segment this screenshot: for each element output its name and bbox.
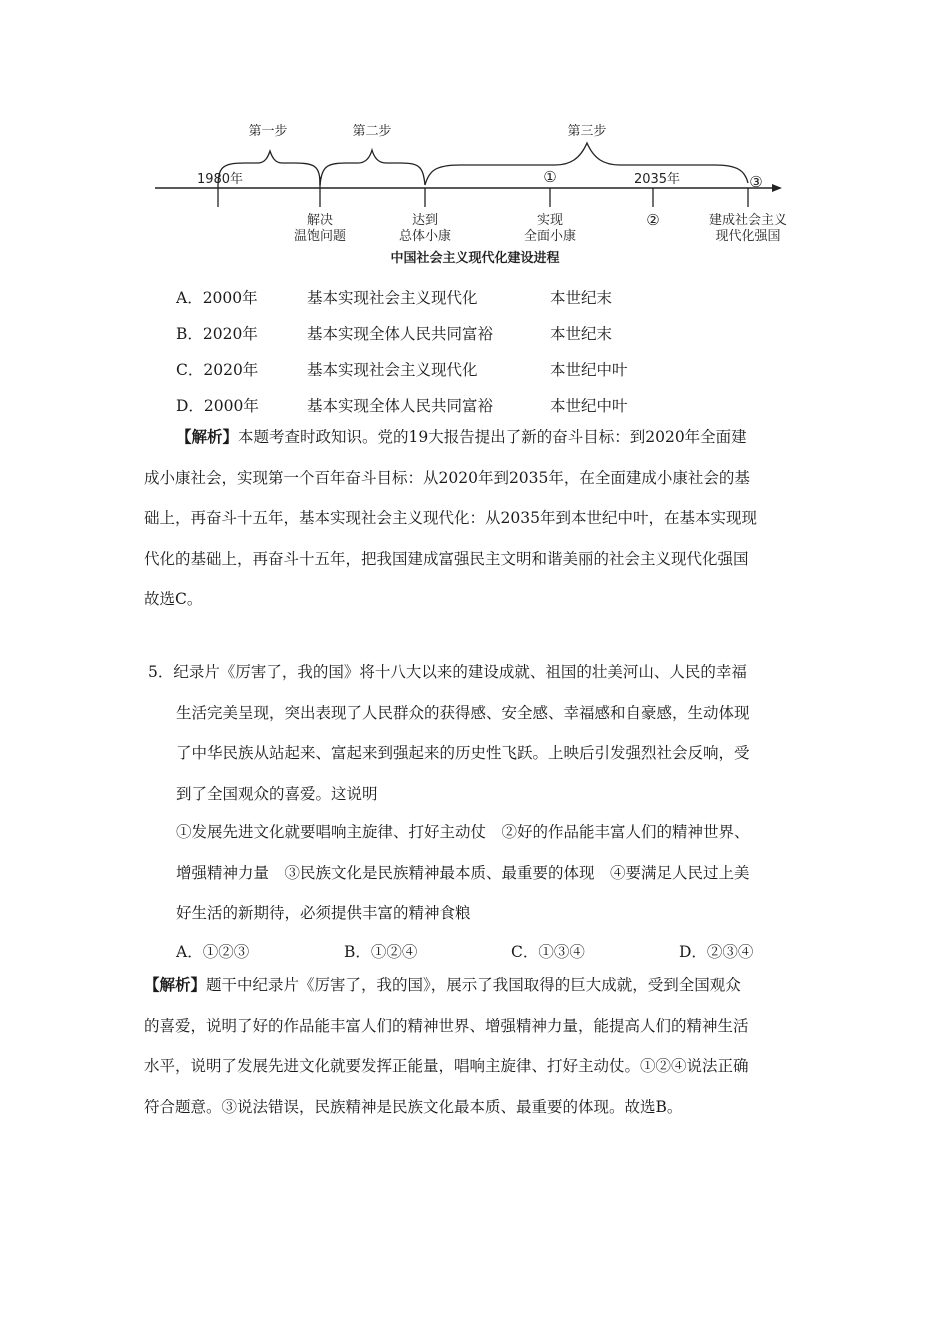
q5-choice-d: D．②③④ [679, 943, 754, 961]
brace-step3 [425, 143, 748, 185]
figure-caption: 中国社会主义现代化建设进程 [390, 251, 560, 266]
q5-stem-line-1: 5．纪录片《厉害了，我的国》将十八大以来的建设成就、祖国的壮美河山、人民的幸福 [148, 663, 747, 681]
step-label-3: 第三步 [567, 124, 607, 139]
q4-analysis-line-2: 成小康社会，实现第一个百年奋斗目标：从2020年到2035年，在全面建成小康社会的基 [144, 468, 750, 487]
q5-analysis [144, 965, 749, 1127]
q5-statement-line-3: 好生活的新期待，必须提供丰富的精神食粮 [176, 904, 471, 922]
q5-choice-a: A．①②③ [176, 943, 250, 961]
option-d-time: 本世纪中叶 [550, 397, 628, 415]
option-a-goal: 基本实现社会主义现代化 [307, 289, 478, 307]
q4-analysis-line-4: 代化的基础上，再奋斗十五年，把我国建成富强民主文明和谐美丽的社会主义现代化强国 [144, 549, 749, 568]
label-quanmian-1: 实现 [536, 213, 564, 228]
option-a-letter: A．2000年 [176, 289, 258, 307]
label-quanmian-2: 全面小康 [523, 229, 577, 244]
option-c-letter: C．2020年 [176, 361, 259, 379]
option-b-time: 本世纪末 [550, 325, 613, 343]
step-label-1: 第一步 [248, 124, 288, 139]
q5-analysis-line-1: 【解析】题干中纪录片《厉害了，我的国》，展示了我国取得的巨大成就，受到全国观众 [144, 975, 741, 994]
option-c-time: 本世纪中叶 [550, 361, 628, 379]
label-zongti-1: 达到 [411, 213, 439, 228]
year-2035: 2035年 [633, 172, 681, 187]
q5-stem-line-4: 到了全国观众的喜爱。这说明 [176, 784, 378, 803]
step-label-2: 第二步 [352, 124, 392, 139]
q4-analysis-line-5: 故选C。 [144, 590, 203, 608]
q4-analysis-tag: 【解析】 [176, 427, 239, 446]
q4-analysis-line-3: 础上，再奋斗十五年，基本实现社会主义现代化：从2035年到本世纪中叶，在基本实现现 [144, 509, 757, 527]
q5-stem-line-3: 了中华民族从站起来、富起来到强起来的历史性飞跃。上映后引发强烈社会反响，受 [176, 744, 750, 762]
q5-choice-c: C．①③④ [511, 943, 585, 961]
q5-statement-line-2: 增强精神力量 ③民族文化是民族精神最本质、最重要的体现 ④要满足人民过上美 [176, 863, 750, 882]
year-1980: 1980年 [196, 172, 244, 187]
q5-choice-b: B．①②④ [344, 943, 418, 961]
timeline-figure [150, 115, 800, 270]
q5-analysis-tag: 【解析】 [144, 975, 207, 994]
option-b-letter: B．2020年 [176, 325, 258, 343]
option-d-letter: D．2000年 [176, 397, 259, 415]
q5-analysis-line-4: 符合题意。③说法错误，民族精神是民族文化最本质、最重要的体现。故选B。 [144, 1097, 683, 1116]
brace-step2 [320, 150, 425, 185]
label-qiangguo-1: 建成社会主义 [708, 213, 788, 228]
label-wenbao-2: 温饱问题 [293, 229, 347, 244]
mark-3: ③ [749, 173, 763, 191]
q4-analysis-line-1: 【解析】本题考查时政知识。党的19大报告提出了新的奋斗目标：到2020年全面建 [176, 427, 747, 446]
option-d-goal: 基本实现全体人民共同富裕 [307, 397, 494, 415]
label-qiangguo-2: 现代化强国 [715, 229, 781, 244]
q5-statements [176, 812, 750, 934]
option-c-goal: 基本实现社会主义现代化 [307, 361, 478, 379]
option-b-goal: 基本实现全体人民共同富裕 [307, 325, 494, 343]
q5-analysis-line-3: 水平，说明了发展先进文化就要发挥正能量，唱响主旋律、打好主动仗。①②④说法正确 [144, 1057, 749, 1075]
q4-analysis [144, 417, 757, 620]
option-a-time: 本世纪末 [550, 289, 613, 307]
q5-statement-line-1: ①发展先进文化就要唱响主旋律、打好主动仗 ②好的作品能丰富人们的精神世界、 [176, 823, 750, 841]
mark-1: ① [543, 168, 557, 186]
q5-stem-line-2: 生活完美呈现，突出表现了人民群众的获得感、安全感、幸福感和自豪感，生动体现 [176, 703, 750, 722]
label-zongti-2: 总体小康 [398, 229, 452, 244]
q5-analysis-line-2: 的喜爱，说明了好的作品能丰富人们的精神世界、增强精神力量，能提高人们的精神生活 [144, 1016, 749, 1035]
label-wenbao-1: 解决 [306, 213, 334, 228]
arrow-head-icon [772, 184, 782, 192]
q5-stem [148, 652, 750, 814]
mark-2: ② [646, 211, 660, 229]
